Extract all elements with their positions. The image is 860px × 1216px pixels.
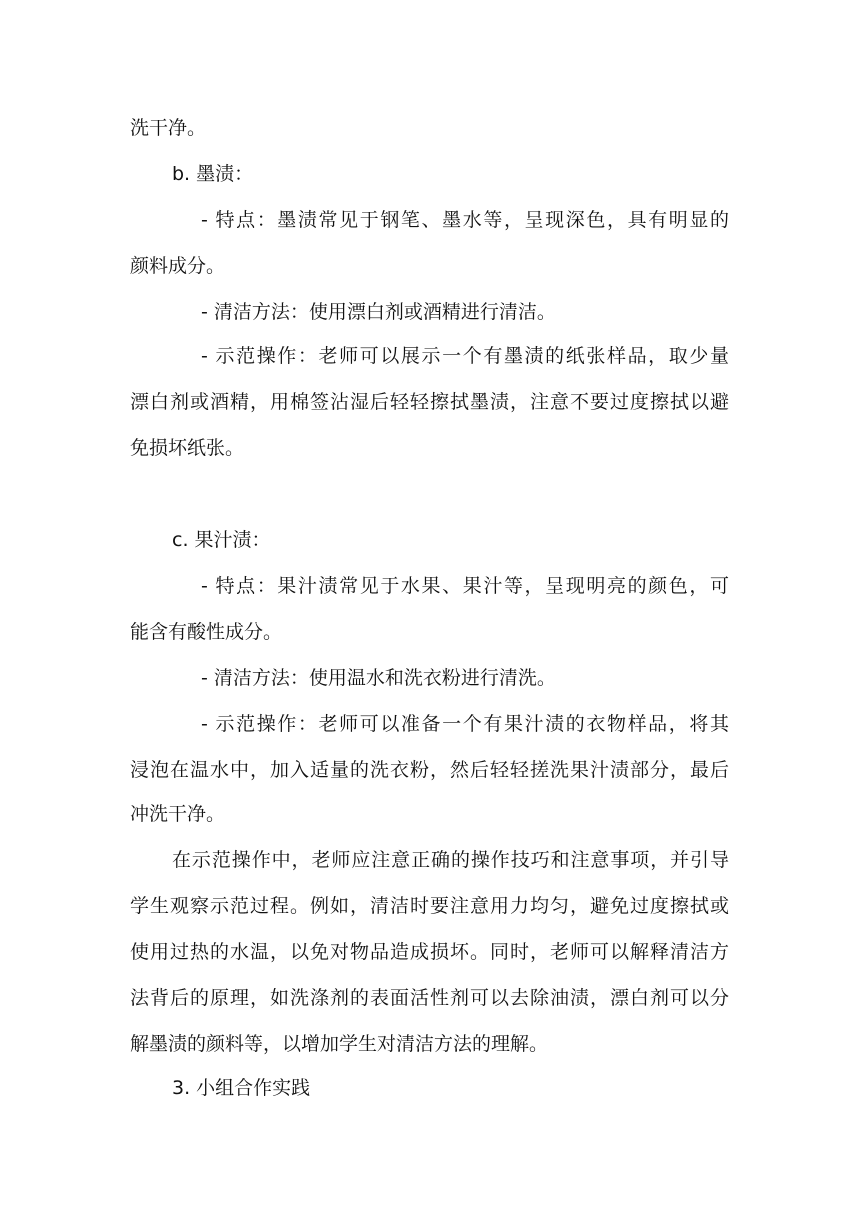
text-line: 洗干净。 — [130, 117, 207, 139]
section-heading-c: c. 果汁渍： — [172, 529, 271, 551]
text-line: 浸泡在温水中，加入适量的洗衣粉，然后轻轻搓洗果汁渍部分，最后 — [130, 759, 729, 781]
text-line: - 清洁方法：使用漂白剂或酒精进行清洁。 — [201, 301, 556, 323]
text-line: - 清洁方法：使用温水和洗衣粉进行清洗。 — [201, 667, 556, 689]
text-line: - 示范操作：老师可以准备一个有果汁渍的衣物样品，将其 — [201, 713, 729, 735]
section-heading-3: 3. 小组合作实践 — [172, 1077, 311, 1099]
text-line: 漂白剂或酒精，用棉签沾湿后轻轻擦拭墨渍，注意不要过度擦拭以避 — [130, 391, 729, 413]
text-line: - 特点：墨渍常见于钢笔、墨水等，呈现深色，具有明显的 — [201, 209, 729, 231]
text-line: - 示范操作：老师可以展示一个有墨渍的纸张样品，取少量 — [201, 345, 729, 367]
text-line: 能含有酸性成分。 — [130, 621, 283, 643]
text-line: - 特点：果汁渍常见于水果、果汁等，呈现明亮的颜色，可 — [201, 575, 729, 597]
text-line: 冲洗干净。 — [130, 803, 226, 825]
paragraph-line: 使用过热的水温，以免对物品造成损坏。同时，老师可以解释清洁方 — [130, 941, 729, 963]
text-line: 免损坏纸张。 — [130, 437, 245, 459]
paragraph-line: 在示范操作中，老师应注意正确的操作技巧和注意事项，并引导 — [172, 849, 729, 871]
section-heading-b: b. 墨渍： — [172, 163, 254, 185]
paragraph-line: 解墨渍的颜料等，以增加学生对清洁方法的理解。 — [130, 1033, 549, 1055]
text-line: 颜料成分。 — [130, 255, 226, 277]
paragraph-line: 学生观察示范过程。例如，清洁时要注意用力均匀，避免过度擦拭或 — [130, 895, 729, 917]
paragraph-line: 法背后的原理，如洗涤剂的表面活性剂可以去除油渍，漂白剂可以分 — [130, 987, 729, 1009]
